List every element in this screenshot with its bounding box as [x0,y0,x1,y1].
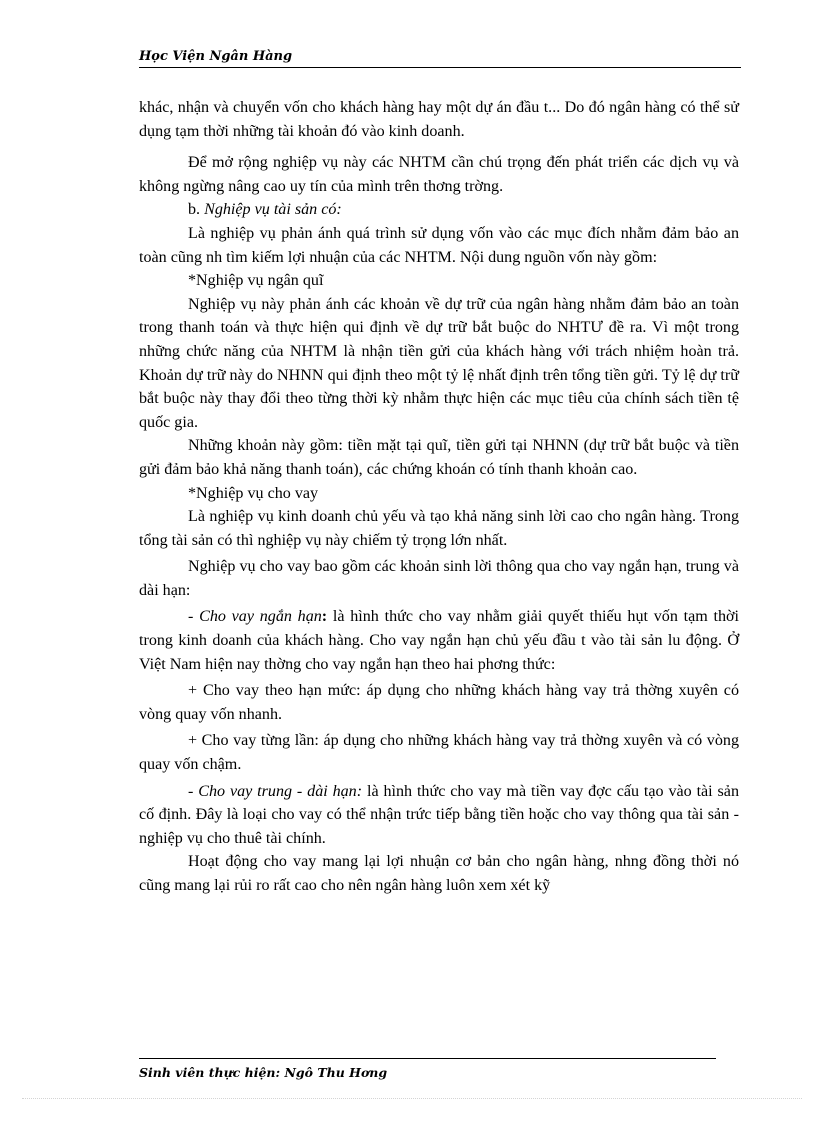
term-short-term-loan: - Cho vay ngắn hạn [188,608,322,626]
paragraph: Để mở rộng nghiệp vụ này các NHTM cần chú trọng đến phát triển các dịch vụ và không ngừng nâng cao uy tín của mình trên thơng trờng. [139,154,739,195]
paragraph: + Cho vay từng lần: áp dụng cho những khách hàng vay trả thờng xuyên và có vòng quay vốn chậm. [139,732,739,774]
paragraph-text: là hình thức cho vay nhằm giải quyết thiếu hụt vốn tạm thời trong kinh doanh của khách hàng. Cho vay ngắn hạn chủ yếu đầu t vào tài sản lu động. Ở Việt Nam hiện nay thờng cho vay ngắn hạn theo hai phơng thức: [139,608,739,673]
term-medium-long-term-loan: - Cho vay trung - dài hạn: [188,782,363,800]
subheading: *Nghiệp vụ cho vay [188,484,319,502]
paragraph: Là nghiệp vụ kinh doanh chủ yếu và tạo khả năng sinh lời cao cho ngân hàng. Trong tổng tài sản có thì nghiệp vụ này chiếm tỷ trọng lớn nhất. [139,508,739,549]
paragraph: khác, nhận và chuyển vốn cho khách hàng hay một dự án đầu t... Do đó ngân hàng có thể sử dụng tạm thời những tài khoản đó vào kinh doanh. [139,99,739,140]
paragraph: Hoạt động cho vay mang lại lợi nhuận cơ bản cho ngân hàng, nhng đồng thời nó cũng mang lại rủi ro rất cao cho nên ngân hàng luôn xem xét kỹ [139,853,739,894]
paragraph: Nghiệp vụ cho vay bao gồm các khoản sinh lời thông qua cho vay ngắn hạn, trung và dài hạn: [139,558,739,599]
running-footer: Sinh viên thực hiện: Ngô Thu Hơng [139,1065,388,1080]
paragraph [139,780,739,851]
paragraph: Những khoản này gồm: tiền mặt tại quĩ, tiền gửi tại NHNN (dự trữ bắt buộc và tiền gửi đảm bảo khả năng thanh toán), các chứng khoán có tính thanh khoản cao. [139,437,739,478]
paragraph-text: là hình thức cho vay mà tiền vay đợc cấu tạo vào tài sản cố định. Đây là loại cho vay có thể nhận trức tiếp bằng tiền hoặc cho vay thông qua tài sản - nghiệp vụ cho thuê tài chính. [139,782,739,847]
section-title: Nghiệp vụ tài sản có: [200,201,342,219]
body-text [139,96,739,898]
paragraph: Là nghiệp vụ phản ánh quá trình sử dụng vốn vào các mục đích nhằm đảm bảo an toàn cũng nh tìm kiếm lợi nhuận của các NHTM. Nội dung nguồn vốn này gồm: [139,224,739,266]
page-bottom-dotted-line [22,1098,802,1099]
section-number: b. [188,201,201,219]
footer-rule [139,1058,716,1059]
subheading: *Nghiệp vụ ngân quĩ [188,272,324,290]
paragraph [139,605,739,676]
paragraph: + Cho vay theo hạn mức: áp dụng cho những khách hàng vay trả thờng xuyên có vòng quay vốn nhanh. [139,682,739,723]
running-header: Học Viện Ngân Hàng [139,48,741,68]
term-colon: : [321,608,328,626]
section-heading [139,198,739,222]
paragraph: Nghiệp vụ này phản ánh các khoản về dự trữ của ngân hàng nhằm đảm bảo an toàn trong thanh toán và thực hiện qui định về dự trữ bắt buộc do NHTƯ đề ra. Vì một trong những chức năng của NHTM là nhận tiền gửi của khách hàng với trách nhiệm hoàn trả. Khoản dự trữ này do NHNN qui định theo một tỷ lệ nhất định trên tổng tiền gửi. Tỷ lệ dự trữ bắt buộc này thay đổi theo từng thời kỳ nhằm thực hiện các mục tiêu của chính sách tiền tệ quốc gia. [139,295,739,431]
